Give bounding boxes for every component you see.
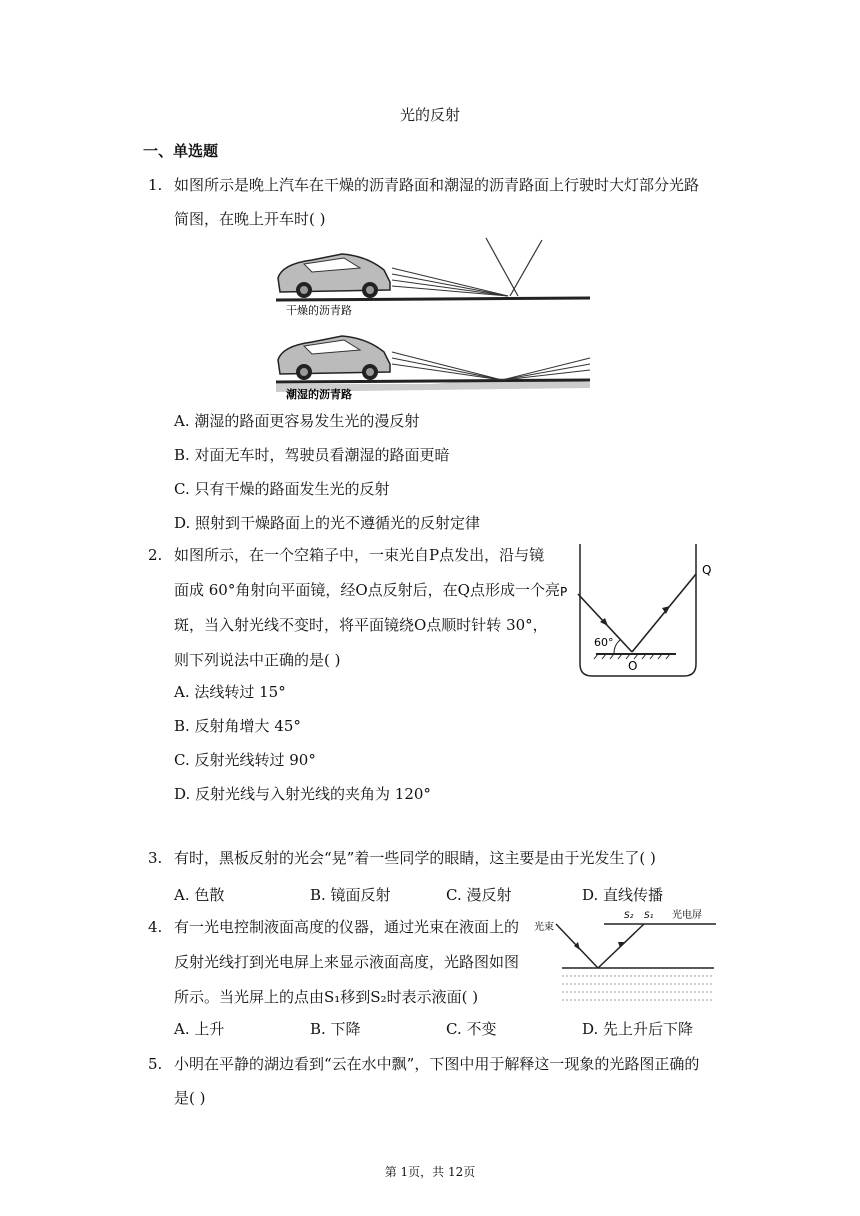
angle-label: 60°	[594, 636, 614, 649]
question-4-number: 4.	[148, 918, 163, 936]
question-3-option-d: D. 直线传播	[582, 886, 664, 904]
question-2-option-d: D. 反射光线与入射光线的夹角为 120°	[174, 785, 431, 803]
question-2-line-3: 斑，当入射光线不变时，将平面镜绕O点顺时针转 30°，	[174, 616, 548, 634]
page-title: 光的反射	[399, 106, 460, 124]
question-1-option-a: A. 潮湿的路面更容易发生光的漫反射	[174, 412, 420, 430]
wet-road-label: 潮湿的沥青路	[286, 388, 352, 401]
question-1-figure	[272, 234, 602, 404]
dry-road-label: 干燥的沥青路	[286, 304, 352, 317]
light-beam-label: 光束	[534, 922, 554, 933]
question-4-option-b: B. 下降	[310, 1020, 361, 1038]
point-p-label: P	[560, 585, 568, 599]
question-4-option-c: C. 不变	[446, 1020, 497, 1038]
wet-road-diagram	[276, 336, 590, 392]
question-3-option-a: A. 色散	[174, 886, 225, 904]
question-4-line-3: 所示。当光屏上的点由S₁移到S₂时表示液面( )	[174, 988, 479, 1006]
question-4-option-d: D. 先上升后下降	[582, 1020, 694, 1038]
question-5-line-1: 小明在平静的湖边看到“云在水中飘”，下图中用于解释这一现象的光路图正确的	[174, 1055, 700, 1073]
question-1-line-2: 简图，在晚上开车时( )	[174, 210, 326, 228]
question-2-option-a: A. 法线转过 15°	[174, 683, 286, 701]
photo-screen-label: 光电屏	[672, 910, 702, 921]
question-2-line-1: 如图所示，在一个空箱子中，一束光自P点发出，沿与镜	[174, 546, 545, 564]
question-4-line-2: 反射光线打到光电屏上来显示液面高度，光路图如图	[174, 953, 520, 971]
question-4-line-1: 有一光电控制液面高度的仪器，通过光束在液面上的	[174, 918, 520, 936]
question-2-line-4: 则下列说法中正确的是( )	[174, 651, 341, 669]
question-2-figure	[558, 540, 718, 682]
dry-road-diagram	[276, 238, 590, 300]
s2-label: S₂	[624, 911, 634, 921]
question-1-line-1: 如图所示是晚上汽车在干燥的沥青路面和潮湿的沥青路面上行驶时大灯部分光路	[174, 176, 700, 194]
s1-label: S₁	[644, 911, 654, 921]
question-2-number: 2.	[148, 546, 163, 564]
question-1-option-b: B. 对面无车时，驾驶员看潮湿的路面更暗	[174, 446, 450, 464]
question-4-option-a: A. 上升	[174, 1020, 225, 1038]
question-2-option-c: C. 反射光线转过 90°	[174, 751, 316, 769]
question-3-number: 3.	[148, 849, 163, 867]
question-1-option-d: D. 照射到干燥路面上的光不遵循光的反射定律	[174, 514, 481, 532]
question-3-option-c: C. 漫反射	[446, 886, 512, 904]
point-o-label: O	[628, 659, 638, 673]
question-4-figure	[532, 904, 722, 1008]
question-1-option-c: C. 只有干燥的路面发生光的反射	[174, 480, 390, 498]
question-3-line-1: 有时，黑板反射的光会“晃”着一些同学的眼睛，这主要是由于光发生了( )	[174, 849, 656, 867]
question-2-line-2: 面成 60°角射向平面镜，经O点反射后，在Q点形成一个亮	[174, 581, 560, 599]
question-3-option-b: B. 镜面反射	[310, 886, 391, 904]
question-5-number: 5.	[148, 1055, 163, 1073]
question-5-line-2: 是( )	[174, 1089, 206, 1107]
point-q-label: Q	[702, 563, 712, 577]
page-footer: 第 1页，共 12页	[384, 1165, 476, 1179]
section-heading: 一、单选题	[143, 142, 219, 160]
question-2-option-b: B. 反射角增大 45°	[174, 717, 301, 735]
question-1-number: 1.	[148, 176, 163, 194]
